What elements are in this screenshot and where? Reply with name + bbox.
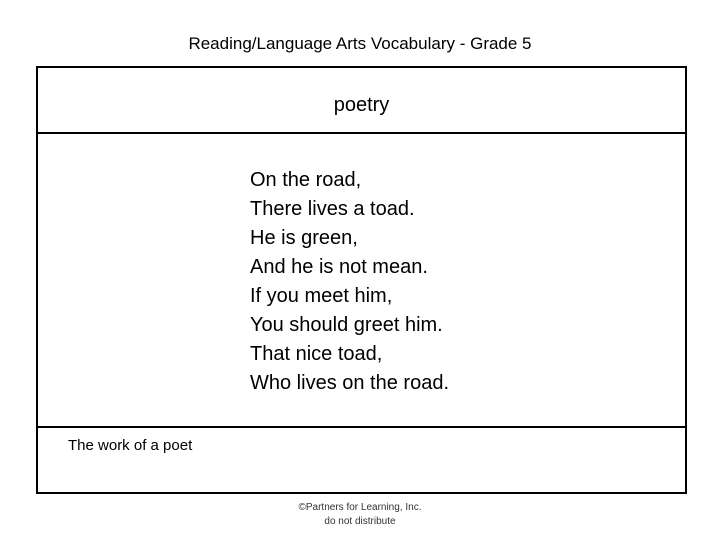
example-poem — [250, 166, 449, 398]
footer — [0, 501, 720, 529]
poem-line: You should greet him. — [250, 314, 443, 336]
term-definition: The work of a poet — [68, 437, 193, 454]
poem-line: On the road, — [250, 169, 362, 191]
vocabulary-term: poetry — [333, 94, 390, 116]
poem-line: That nice toad, — [250, 343, 383, 365]
distribution-notice: do not distribute — [324, 516, 396, 527]
poem-line: If you meet him, — [250, 285, 393, 307]
poem-line: There lives a toad. — [250, 198, 415, 220]
poem-line: Who lives on the road. — [250, 372, 449, 394]
poem-line: He is green, — [250, 227, 358, 249]
term-section — [38, 68, 685, 134]
copyright-text: ©Partners for Learning, Inc. — [298, 502, 422, 513]
page-title: Reading/Language Arts Vocabulary - Grade 5 — [188, 34, 532, 53]
poem-line: And he is not mean. — [250, 256, 428, 278]
vocabulary-card — [36, 66, 687, 494]
